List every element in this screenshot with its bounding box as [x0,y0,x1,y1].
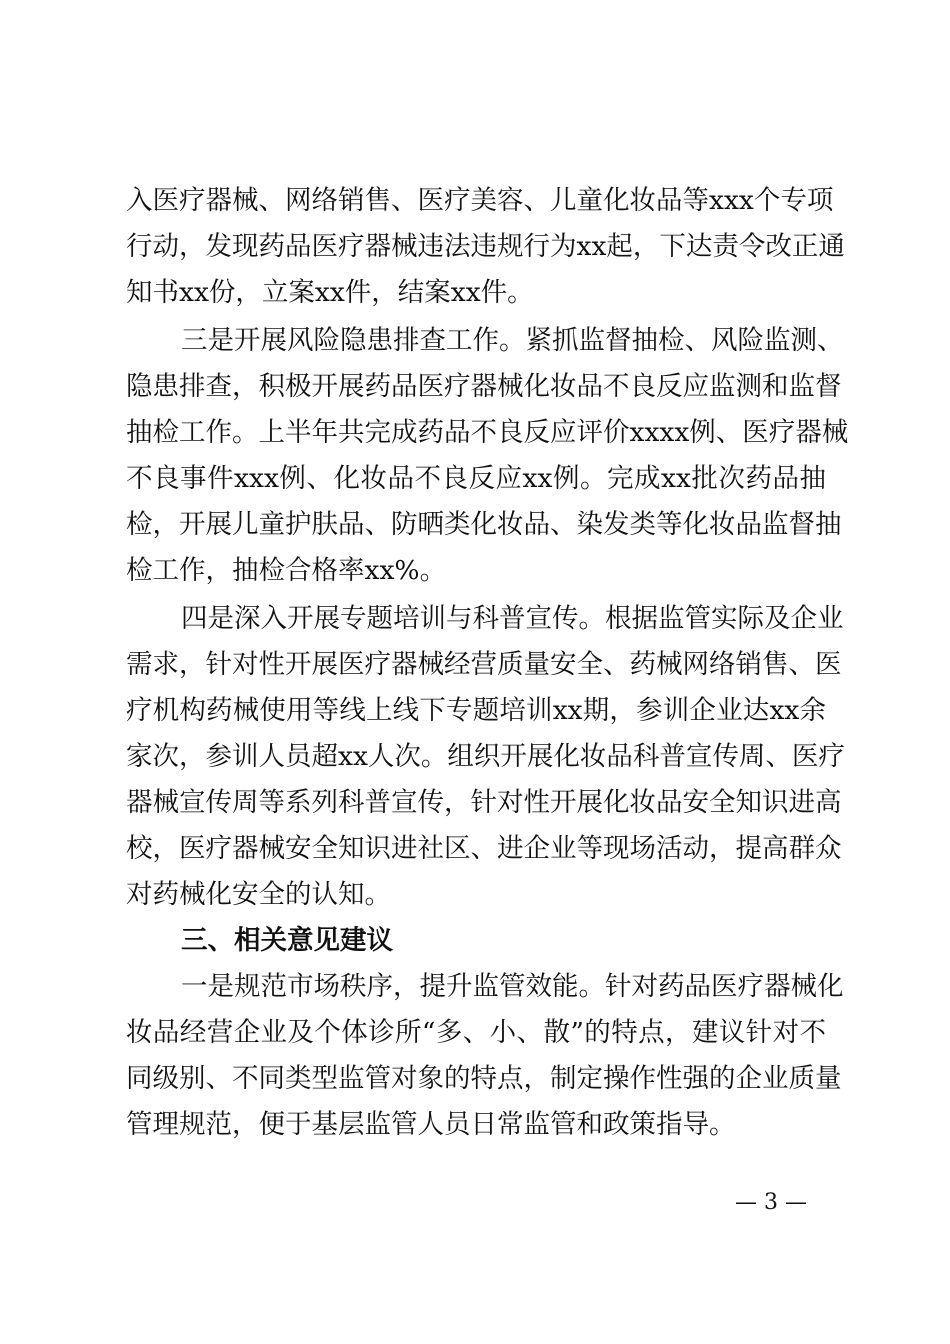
paragraph-line: 器械宣传周等系列科普宣传，针对性开展化妆品安全知识进高 [126,787,842,818]
paragraph-line: 行动，发现药品医疗器械违法违规行为xx起，下达责令改正通 [126,231,845,262]
paragraph-line: 三是开展风险隐患排查工作。紧抓监督抽检、风险监测、 [181,325,844,356]
paragraph-line: 抽检工作。上半年共完成药品不良反应评价xxxx例、医疗器械 [126,417,849,448]
paragraph-line: 入医疗器械、网络销售、医疗美容、儿童化妆品等xxx个专项 [126,185,834,216]
paragraph-line: 同级别、不同类型监管对象的特点，制定操作性强的企业质量 [126,1063,842,1094]
paragraph-line: 管理规范，便于基层监管人员日常监管和政策指导。 [126,1109,736,1140]
paragraph-line: 对药械化安全的认知。 [126,879,391,910]
section-heading: 三、相关意见建议 [181,925,393,956]
paragraph-line: 检工作，抽检合格率xx%。 [126,555,447,586]
paragraph-line: 检，开展儿童护肤品、防晒类化妆品、染发类等化妆品监督抽 [126,509,842,540]
paragraph-line: 一是规范市场秩序，提升监管效能。针对药品医疗器械化 [181,971,844,1002]
paragraph-line: 需求，针对性开展医疗器械经营质量安全、药械网络销售、医 [126,649,842,680]
paragraph-line: 四是深入开展专题培训与科普宣传。根据监管实际及企业 [181,603,844,634]
paragraph-line: 疗机构药械使用等线上线下专题培训xx期，参训企业达xx余 [126,695,826,726]
paragraph-line: 校，医疗器械安全知识进社区、进企业等现场活动，提高群众 [126,833,842,864]
paragraph-line: 妆品经营企业及个体诊所“多、小、散”的特点，建议针对不 [126,1017,826,1048]
page-number: — 3 — [735,1190,807,1215]
paragraph-line: 不良事件xxx例、化妆品不良反应xx例。完成xx批次药品抽 [126,463,826,494]
paragraph-line: 隐患排查，积极开展药品医疗器械化妆品不良反应监测和监督 [126,371,842,402]
paragraph-line: 知书xx份，立案xx件，结案xx件。 [126,277,534,308]
paragraph-line: 家次，参训人员超xx人次。组织开展化妆品科普宣传周、医疗 [126,741,845,772]
